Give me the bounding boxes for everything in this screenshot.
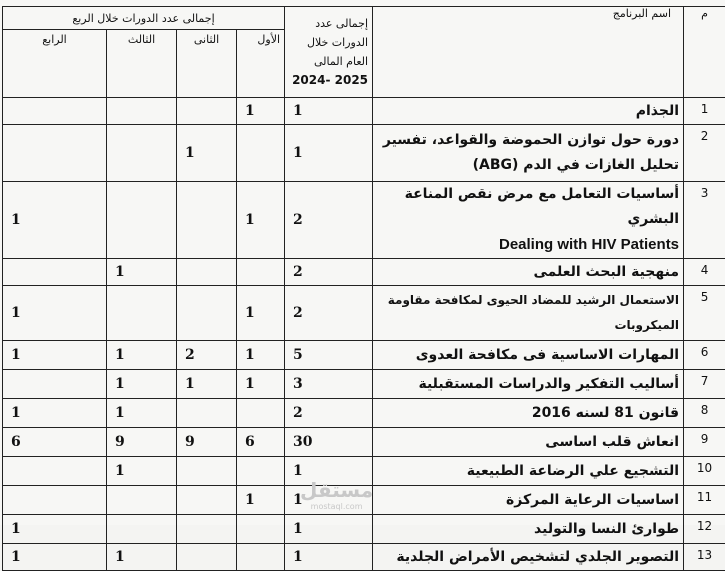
q2-count [177,259,237,286]
total-count: 1 [285,486,373,515]
total-count: 1 [285,515,373,544]
total-count: 2 [285,259,373,286]
q1-count: 1 [237,286,285,341]
row-number: 13 [684,544,725,571]
q4-count: 1 [3,182,107,259]
q2-count [177,286,237,341]
program-name: المهارات الاساسية فى مكافحة العدوى [373,341,684,370]
q4-count [3,486,107,515]
table-row [3,428,725,457]
q1-count [237,259,285,286]
q3-count: 1 [107,399,177,428]
q2-count [177,182,237,259]
q1-count: 6 [237,428,285,457]
row-number: 8 [684,399,725,428]
q3-count [107,98,177,125]
table-row [3,259,725,286]
q4-count: 6 [3,428,107,457]
row-number: 7 [684,370,725,399]
total-count: 2 [285,399,373,428]
header-total-line3: العام المالى [314,55,368,68]
q3-count: 9 [107,428,177,457]
q3-count [107,515,177,544]
table-row [3,515,725,544]
q4-count: 1 [3,341,107,370]
q4-count [3,457,107,486]
row-number: 2 [684,125,725,182]
q2-count: 9 [177,428,237,457]
q1-count [237,457,285,486]
q4-count: 1 [3,515,107,544]
row-number: 12 [684,515,725,544]
q3-count: 1 [107,544,177,571]
table-row [3,399,725,428]
table-row [3,125,725,182]
program-name: أساليب التفكير والدراسات المستقبلية [373,370,684,399]
program-name: أساسيات التعامل مع مرض نقص المناعة البشري [405,186,679,227]
q1-count: 1 [237,486,285,515]
program-name: الاستعمال الرشيد للمضاد الحيوى لمكافحة مقاومة الميكروبات [373,286,684,341]
header-q1: الأول [237,30,285,98]
q4-count [3,370,107,399]
row-number: 11 [684,486,725,515]
header-total-line1: إجمالى عدد [315,17,368,30]
q4-count: 1 [3,544,107,571]
q4-count [3,125,107,182]
table-row [3,286,725,341]
program-name: دورة حول توازن الحموضة والقواعد، تفسير تحليل الغازات في الدم (ABG) [373,125,684,182]
header-q3: الثالث [107,30,177,98]
total-count: 1 [285,125,373,182]
q4-count: 1 [3,399,107,428]
row-number: 3 [684,182,725,259]
total-count: 1 [285,544,373,571]
q3-count [107,182,177,259]
program-name: انعاش قلب اساسى [373,428,684,457]
program-name-en: Dealing with HIV Patients [499,236,679,253]
q1-count [237,515,285,544]
header-program: اسم البرنامج [373,7,684,98]
q1-count [237,399,285,428]
q2-count [177,486,237,515]
q2-count [177,399,237,428]
program-name: قانون 81 لسنه 2016 [373,399,684,428]
q1-count: 1 [237,182,285,259]
q4-count: 1 [3,286,107,341]
row-number: 10 [684,457,725,486]
table-row [3,544,725,571]
q3-count: 1 [107,341,177,370]
q3-count [107,286,177,341]
header-quarters-group: إجمالى عدد الدورات خلال الربع [3,7,285,30]
q3-count [107,486,177,515]
q3-count: 1 [107,370,177,399]
q3-count: 1 [107,457,177,486]
program-name: منهجية البحث العلمى [373,259,684,286]
total-count: 3 [285,370,373,399]
row-number: 5 [684,286,725,341]
watermark-logo [300,478,373,511]
program-name: الجذام [373,98,684,125]
q3-count [107,125,177,182]
q2-count: 1 [177,125,237,182]
program-name: طوارئ النسا والتوليد [373,515,684,544]
program-name: اساسيات الرعاية المركزة [373,486,684,515]
q2-count: 1 [177,370,237,399]
table-row [3,182,725,259]
total-count: 5 [285,341,373,370]
header-total-year: 2024- 2025 [292,73,368,87]
q1-count [237,125,285,182]
q4-count [3,259,107,286]
program-name: التشجيع علي الرضاعة الطبيعية [373,457,684,486]
total-count: 2 [285,182,373,259]
q1-count: 1 [237,370,285,399]
header-no: م [684,7,725,98]
total-count: 30 [285,428,373,457]
watermark-sub: mostaql.com [300,502,373,511]
watermark-text: مستقل [300,478,373,502]
header-total-line2: الدورات خلال [307,36,368,49]
table-row [3,98,725,125]
row-number: 9 [684,428,725,457]
header-total [285,7,373,98]
program-name-cell [373,182,684,259]
header-q2: الثانى [177,30,237,98]
row-number: 6 [684,341,725,370]
row-number: 1 [684,98,725,125]
table-row [3,341,725,370]
q1-count [237,544,285,571]
total-count: 2 [285,286,373,341]
header-q4: الرابع [3,30,107,98]
q2-count: 2 [177,341,237,370]
program-name: التصوير الجلدي لتشخيص الأمراض الجلدية [373,544,684,571]
q2-count [177,457,237,486]
q1-count: 1 [237,98,285,125]
row-number: 4 [684,259,725,286]
total-count: 1 [285,98,373,125]
table-row [3,370,725,399]
q4-count [3,98,107,125]
q1-count: 1 [237,341,285,370]
q2-count [177,544,237,571]
q3-count: 1 [107,259,177,286]
header-row-1 [3,7,725,30]
q2-count [177,515,237,544]
q2-count [177,98,237,125]
total-count: 1 [285,457,373,486]
